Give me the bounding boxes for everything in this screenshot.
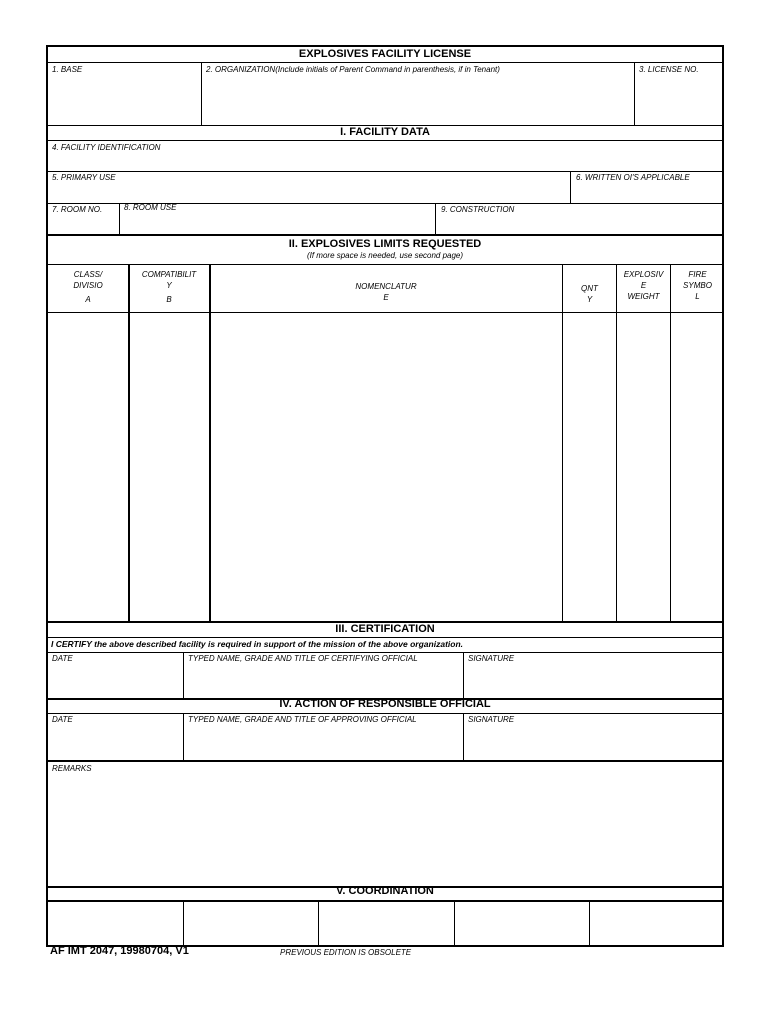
explosives-facility-license-form (46, 45, 724, 947)
column-header-nomenclature: NOMENCLATUR E (355, 282, 417, 302)
coordination-box-1[interactable] (49, 902, 182, 946)
divider (48, 171, 722, 172)
column-header-quantity: QNT Y (581, 284, 598, 304)
column-header-fire-symbol: FIRE SYMBO L (683, 270, 712, 301)
coordination-box-2[interactable] (185, 902, 317, 946)
certification-date-label: DATE (52, 654, 73, 663)
column-header-class-division: CLASS/ DIVISIO A (73, 270, 103, 304)
organization-field-label: 2. ORGANIZATION(Include initials of Parent Command in parenthesis, if in Tenant) (206, 65, 500, 74)
divider (454, 901, 455, 947)
approving-official-input[interactable] (185, 726, 462, 759)
divider (183, 652, 184, 698)
divider (48, 62, 722, 63)
coordination-box-3[interactable] (320, 902, 453, 946)
divider (435, 203, 436, 234)
written-ois-label: 6. WRITTEN OI'S APPLICABLE (576, 173, 690, 182)
explosives-limits-note: (If more space is needed, use second page) (306, 251, 464, 260)
room-no-label: 7. ROOM NO. (52, 205, 103, 214)
fire-symbol-entry-area[interactable] (671, 313, 724, 621)
action-signature-label: SIGNATURE (468, 715, 515, 724)
compatibility-entry-area[interactable] (130, 313, 209, 621)
column-header-compatibility: COMPATIBILIT Y B (141, 270, 197, 304)
divider (570, 171, 571, 203)
explosive-weight-entry-area[interactable] (617, 313, 670, 621)
quantity-entry-area[interactable] (563, 313, 616, 621)
facility-identification-label: 4. FACILITY IDENTIFICATION (52, 143, 161, 152)
column-header-explosive-weight: EXPLOSIV E WEIGHT (623, 270, 664, 301)
divider (318, 901, 319, 947)
section-action-official: IV. ACTION OF RESPONSIBLE OFFICIAL (279, 698, 491, 710)
coordination-box-4[interactable] (456, 902, 588, 946)
divider (48, 637, 722, 638)
primary-use-label: 5. PRIMARY USE (52, 173, 116, 182)
license-no-field-label: 3. LICENSE NO. (639, 65, 699, 74)
remarks-label: REMARKS (52, 764, 92, 773)
divider (48, 140, 722, 141)
certification-signature-label: SIGNATURE (468, 654, 515, 663)
section-explosives-limits: II. EXPLOSIVES LIMITS REQUESTED (288, 238, 482, 250)
divider (48, 652, 722, 653)
class-division-entry-area[interactable] (48, 313, 128, 621)
approving-official-label: TYPED NAME, GRADE AND TITLE OF APPROVING OFFICIAL (188, 715, 417, 724)
divider (48, 760, 722, 762)
divider (119, 203, 120, 234)
action-date-input[interactable] (49, 726, 182, 759)
certification-statement: I CERTIFY the above described facility is required in support of the mission of the above organization. (51, 639, 464, 649)
certification-date-input[interactable] (49, 665, 182, 697)
action-signature-input[interactable] (465, 726, 723, 759)
section-facility-data: I. FACILITY DATA (340, 126, 430, 138)
section-coordination: V. COORDINATION (336, 885, 434, 897)
form-title: EXPLOSIVES FACILITY LICENSE (298, 48, 472, 60)
divider (201, 62, 202, 125)
certifying-official-input[interactable] (185, 665, 462, 697)
base-field-label: 1. BASE (52, 65, 83, 74)
certifying-official-label: TYPED NAME, GRADE AND TITLE OF CERTIFYING OFFICIAL (188, 654, 418, 663)
divider (48, 234, 722, 236)
action-date-label: DATE (52, 715, 73, 724)
form-id: AF IMT 2047, 19980704, V1 (50, 945, 189, 957)
certification-signature-input[interactable] (465, 665, 723, 697)
nomenclature-entry-area[interactable] (211, 313, 562, 621)
obsolete-notice: PREVIOUS EDITION IS OBSOLETE (280, 948, 412, 957)
divider (589, 901, 590, 947)
divider (463, 652, 464, 698)
section-certification: III. CERTIFICATION (335, 623, 435, 635)
remarks-input[interactable] (49, 775, 723, 885)
divider (634, 62, 635, 125)
divider (183, 713, 184, 760)
coordination-box-5[interactable] (591, 902, 723, 946)
divider (183, 901, 184, 947)
divider (48, 713, 722, 714)
divider (463, 713, 464, 760)
divider (48, 264, 722, 265)
construction-label: 9. CONSTRUCTION (441, 205, 515, 214)
room-use-label: 8. ROOM USE (124, 203, 177, 212)
